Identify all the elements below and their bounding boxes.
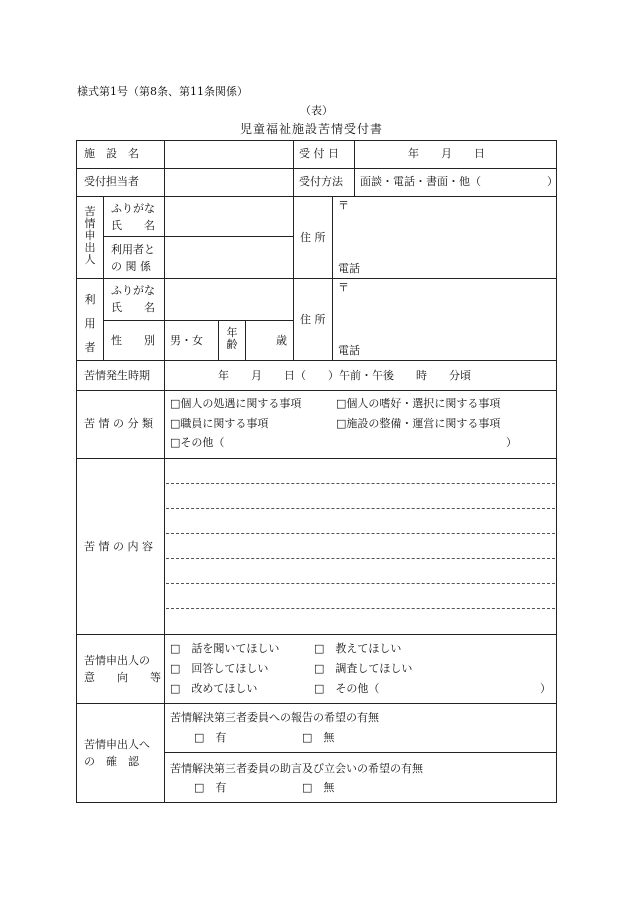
user-postal-mark: 〒 [338, 281, 349, 294]
user-age-unit: 歳 [276, 334, 287, 347]
intention-label-2: 意 向 等 [84, 671, 161, 684]
third-party-report-question: 苦情解決第三者委員への報告の希望の有無 [170, 711, 379, 724]
user-gender-label: 性 別 [111, 334, 155, 347]
reception-method-label: 受付方法 [299, 175, 343, 188]
user-name-label: 氏 名 [111, 301, 155, 314]
intention-label-1: 苦情申出人の [84, 654, 150, 667]
complainant-relation-label-1: 利用者と [111, 243, 155, 256]
confirmation-label-2: の 確 認 [84, 755, 139, 768]
third-party-advice-yes[interactable]: □ 有 [194, 781, 227, 794]
page-side-label: （表） [300, 104, 333, 117]
reception-staff-label: 受付担当者 [84, 175, 139, 188]
complainant-relation-label-2: の 関 係 [111, 260, 151, 273]
classification-option-personal-preference[interactable]: □個人の嗜好・選択に関する事項 [336, 397, 501, 410]
complaint-content-label: 苦 情 の 内 容 [84, 540, 153, 553]
facility-name-label: 施 設 名 [84, 147, 139, 160]
confirmation-label-1: 苦情申出人へ [84, 738, 150, 751]
intention-option-improve[interactable]: □ 改めてほしい [170, 682, 258, 695]
complainant-phone-label: 電話 [338, 262, 360, 275]
reception-date-label: 受 付 日 [299, 147, 339, 160]
intention-option-investigate[interactable]: □ 調査してほしい [314, 662, 413, 675]
complainant-address-label: 住 所 [300, 231, 326, 244]
reception-method-value: 面談・電話・書面・他（ ） [360, 175, 558, 188]
classification-option-personal-treatment[interactable]: □個人の処遇に関する事項 [170, 397, 302, 410]
intention-option-other[interactable]: □ その他（ [314, 682, 380, 695]
complainant-name-label: 氏 名 [111, 219, 155, 232]
third-party-report-yes[interactable]: □ 有 [194, 731, 227, 744]
classification-other-close: ） [506, 436, 517, 449]
complainant-postal-mark: 〒 [338, 199, 349, 212]
intention-option-answer[interactable]: □ 回答してほしい [170, 662, 269, 675]
reception-date-value: 年 月 日 [408, 147, 485, 160]
classification-option-staff[interactable]: □職員に関する事項 [170, 417, 269, 430]
classification-label: 苦 情 の 分 類 [84, 417, 153, 430]
user-address-label: 住 所 [300, 313, 326, 326]
classification-option-other[interactable]: □その他（ [170, 436, 225, 449]
user-gender-value: 男・女 [170, 334, 203, 347]
third-party-report-no[interactable]: □ 無 [302, 731, 335, 744]
occurrence-value: 年 月 日（ ）午前・午後 時 分頃 [218, 369, 471, 382]
form-reference: 様式第1号（第8条、第11条関係） [77, 85, 248, 98]
form-title: 児童福祉施設苦情受付書 [240, 122, 384, 136]
user-phone-label: 電話 [338, 344, 360, 357]
classification-option-facility[interactable]: □施設の整備・運営に関する事項 [336, 417, 501, 430]
user-label: 利用者 [84, 293, 96, 354]
third-party-advice-question: 苦情解決第三者委員の助言及び立会いの希望の有無 [170, 762, 423, 775]
intention-option-listen[interactable]: □ 話を聞いてほしい [170, 642, 280, 655]
intention-other-close: ） [540, 682, 551, 695]
user-furigana-label: ふりがな [111, 284, 155, 297]
third-party-advice-no[interactable]: □ 無 [302, 781, 335, 794]
complainant-furigana-label: ふりがな [111, 202, 155, 215]
intention-option-explain[interactable]: □ 教えてほしい [314, 642, 402, 655]
occurrence-label: 苦情発生時期 [84, 369, 150, 382]
user-age-label: 年齢 [226, 326, 238, 351]
complainant-label: 苦情申出人 [84, 205, 96, 266]
